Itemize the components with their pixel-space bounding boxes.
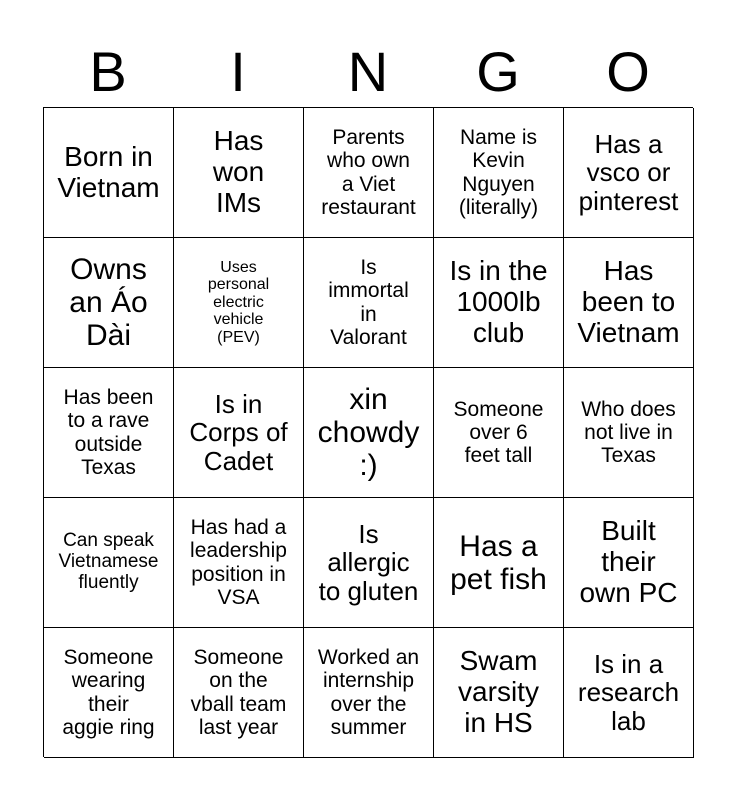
bingo-board [43,107,693,757]
bingo-cell-r3-c5[interactable] [564,368,694,498]
header-letter-i: I [230,40,246,103]
bingo-cell-r5-c4[interactable] [434,628,564,758]
bingo-cell-text: Is immortal in Valorant [328,256,409,349]
bingo-cell-text: Has a pet fish [450,529,547,596]
bingo-cell-text: Built their own PC [579,515,678,608]
bingo-cell-text: Is in a research lab [577,648,680,736]
bingo-cell-text: Owns an Áo Dài [69,253,148,352]
bingo-cell-r1-c4[interactable] [434,108,564,238]
bingo-cell-r5-c2[interactable] [174,628,304,758]
bingo-cell-text: Has been to a rave outside Texas [63,386,154,479]
bingo-cell-r4-c2[interactable] [174,498,304,628]
bingo-cell-r5-c3[interactable] [304,628,434,758]
bingo-cell-text: Someone over 6 feet tall [453,397,544,468]
header-letter-o: O [606,40,650,103]
bingo-cell-r3-c1[interactable] [44,368,174,498]
bingo-cell-text: Has won IMs [212,125,265,218]
bingo-cell-text: Worked an internship over the summer [317,646,420,739]
bingo-cell-text: Someone wearing their aggie ring [62,646,155,739]
bingo-cell-text: Is in the 1000lb club [449,255,548,348]
bingo-cell-text: Name is Kevin Nguyen (literally) [458,126,539,219]
bingo-cell-text: Someone on the vball team last year [190,646,287,739]
bingo-cell-r4-c1[interactable] [44,498,174,628]
bingo-cell-r1-c2[interactable] [174,108,304,238]
bingo-cell-r4-c4[interactable] [434,498,564,628]
bingo-cell-r5-c1[interactable] [44,628,174,758]
bingo-cell-text: Is allergic to gluten [318,518,419,606]
bingo-cell-r5-c5[interactable] [564,628,694,758]
bingo-cell-text: Born in Vietnam [57,140,160,203]
bingo-cell-r2-c4[interactable] [434,238,564,368]
bingo-cell-text: Is in Corps of Cadet [189,388,288,476]
bingo-cell-text: Can speak Vietnamese fluently [58,530,159,593]
bingo-cell-text: Has been to Vietnam [577,255,680,348]
bingo-cell-r4-c3[interactable] [304,498,434,628]
bingo-cell-r4-c5[interactable] [564,498,694,628]
header-letter-b: B [89,40,127,103]
bingo-cell-text: Has a vsco or pinterest [578,128,679,216]
bingo-cell-r1-c5[interactable] [564,108,694,238]
bingo-cell-r1-c1[interactable] [44,108,174,238]
bingo-cell-text: Swam varsity in HS [458,645,539,738]
bingo-cell-r3-c3[interactable] [304,368,434,498]
bingo-cell-r3-c4[interactable] [434,368,564,498]
bingo-cell-r2-c5[interactable] [564,238,694,368]
header-letter-g: G [476,40,520,103]
bingo-header [43,38,693,106]
bingo-cell-text: Who does not live in Texas [581,397,676,468]
bingo-cell-r2-c2[interactable] [174,238,304,368]
bingo-cell-r2-c1[interactable] [44,238,174,368]
bingo-cell-r3-c2[interactable] [174,368,304,498]
bingo-cell-text: xin chowdy :) [317,383,420,482]
bingo-cell-text: Has had a leadership position in VSA [190,516,287,609]
bingo-cell-r1-c3[interactable] [304,108,434,238]
bingo-cell-text: Parents who own a Viet restaurant [321,126,416,219]
bingo-cell-text: Uses personal electric vehicle (PEV) [207,258,270,346]
header-letter-n: N [347,40,389,103]
bingo-cell-r2-c3[interactable] [304,238,434,368]
